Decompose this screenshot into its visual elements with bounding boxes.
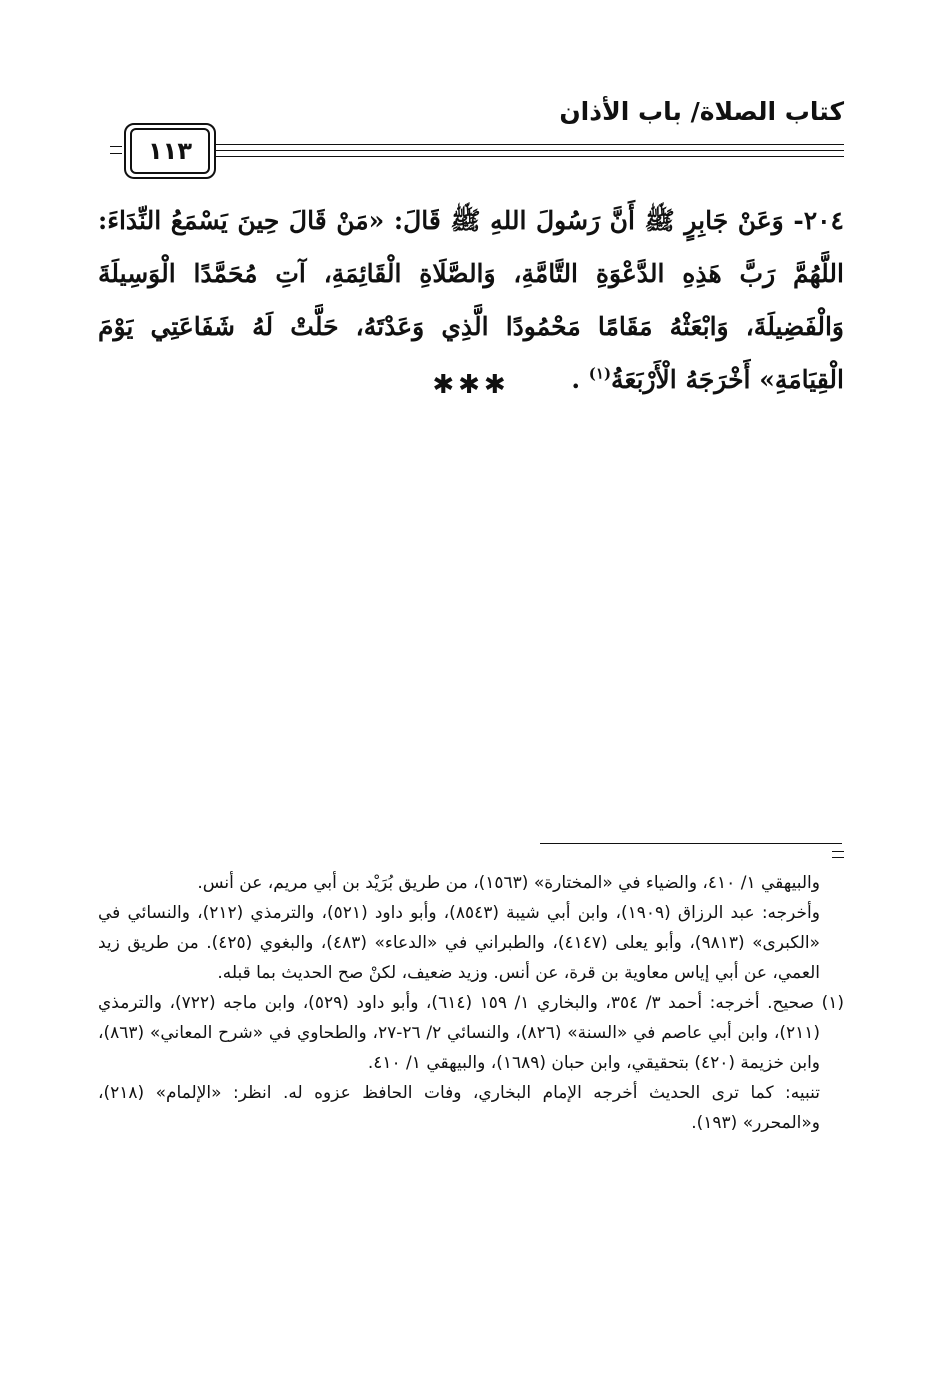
footnote-continuation-paragraph: وأخرجه: عبد الرزاق (١٩٠٩)، وابن أبي شيبة (٨٥٤٣)، وأبو داود (٥٢١)، والترمذي (٢١٢)، والنسائي في «الكبرى» (٩٨١٣)، وأبو يعلى (٤١٤٧)، والطبراني في «الدعاء» (٤٨٣)، والبغوي (٤٢٥). من طريق زيد العمي، عن أبي إياس معاوية بن قرة، عن أنس. وزيد ضعيف، لكنْ صح الحديث بما قبله. — [98, 903, 821, 983]
header-rule — [216, 142, 844, 160]
footnote-divider — [540, 843, 842, 844]
header-rule-line — [216, 144, 844, 145]
header-rule-line — [216, 150, 844, 151]
footnotes-block — [98, 868, 844, 1138]
hadith-end-mark: . — [571, 365, 589, 394]
running-header-title: كتاب الصلاة/ باب الأذان — [559, 97, 844, 126]
page-number: ١١٣ — [130, 128, 210, 174]
hadith-text: ٢٠٤- وَعَنْ جَابِرٍ ﷺ أَنَّ رَسُولَ اللهِ ﷺ قَالَ: «مَنْ قَالَ حِينَ يَسْمَعُ النِّدَاءَ: اللَّهُمَّ رَبَّ هَذِهِ الدَّعْوَةِ التَّامَّةِ، وَالصَّلَاةِ الْقَائِمَةِ، آتِ مُحَمَّدًا الْوَسِيلَةَ وَالْفَضِيلَةَ، وَابْعَثْهُ مَقَامًا مَحْمُودًا الَّذِي وَعَدْتَهُ، حَلَّتْ لَهُ شَفَاعَتِي يَوْمَ الْقِيَامَةِ» أَخْرَجَهُ الْأَرْبَعَةُ — [98, 206, 844, 394]
footnote-reference: (١) — [588, 364, 612, 383]
footnote-tanbih: تنبيه: كما ترى الحديث أخرجه الإمام البخاري، وفات الحافظ عزوه له. انظر: «الإلمام» (٢١٨)، و«المحرر» (١٩٣). — [98, 1083, 820, 1133]
page-number-tick — [110, 146, 122, 147]
header-rule-line — [216, 156, 844, 157]
footnote-continuation-line: والبيهقي ١/ ٤١٠، والضياء في «المختارة» (١٥٦٣)، من طريق بُرَيْد بن أبي مريم، عن أنس. — [197, 873, 820, 893]
page-number-tick — [110, 153, 122, 154]
section-separator-stars: ✱✱✱ — [432, 370, 510, 400]
footnote-1: (١) صحيح. أخرجه: أحمد ٣/ ٣٥٤، والبخاري ١/ ١٥٩ (٦١٤)، وأبو داود (٥٢٩)، وابن ماجه (٧٢٢)، والترمذي (٢١١)، وابن أبي عاصم في «السنة» (٨٢٦)، والنسائي ٢/ ٢٦-٢٧، والطحاوي في «شرح المعاني» (٨٦٣)، وابن خزيمة (٤٢٠) بتحقيقي، وابن حبان (١٦٨٩)، والبيهقي ١/ ٤١٠. — [98, 993, 844, 1073]
footnote-continuation-mark — [832, 851, 844, 859]
page-number-frame — [110, 123, 216, 183]
